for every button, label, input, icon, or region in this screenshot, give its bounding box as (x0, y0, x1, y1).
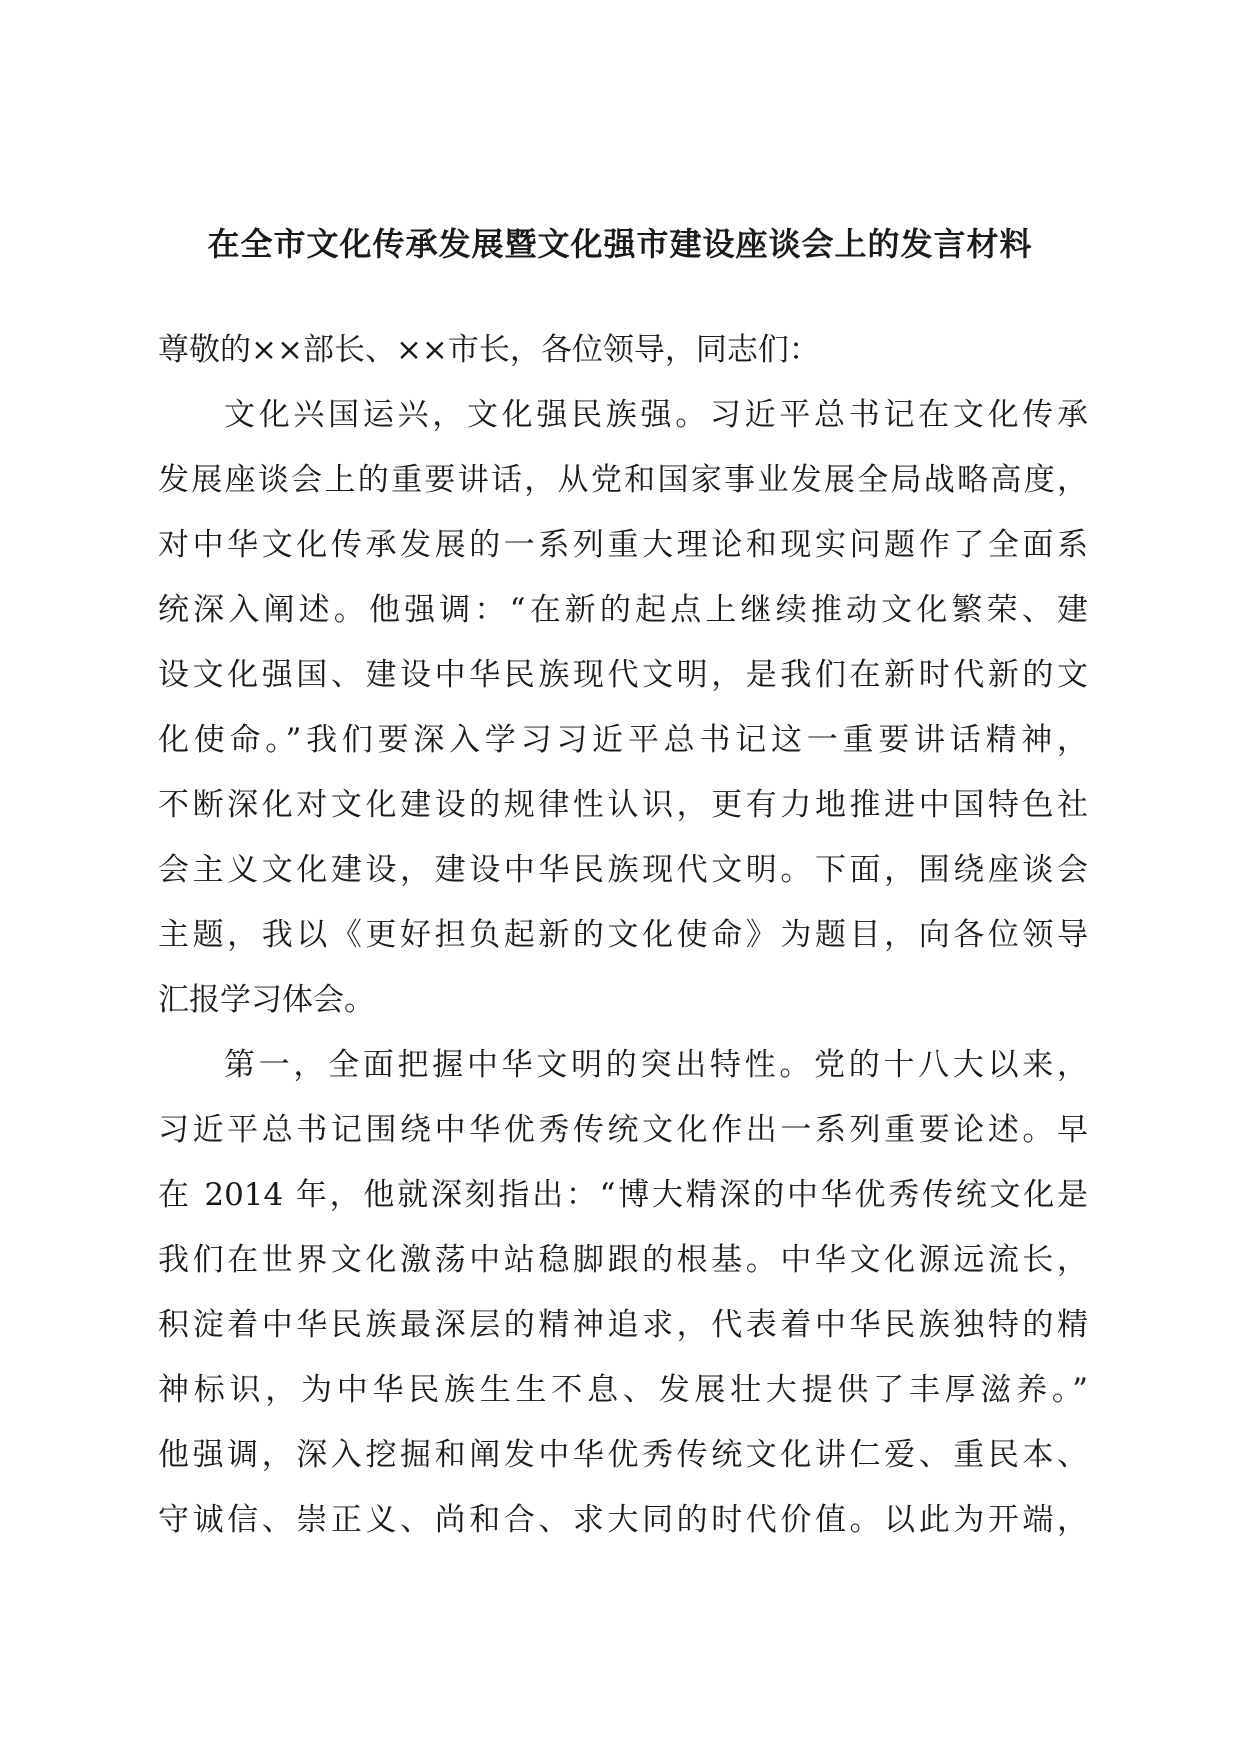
paragraph-2-line: 在 2014 年，他就深刻指出：“博大精深的中华优秀传统文化是 (158, 1177, 1088, 1213)
document-title: 在全市文化传承发展暨文化强市建设座谈会上的发言材料 (207, 225, 1033, 263)
paragraph-2-line: 习近平总书记围绕中华优秀传统文化作出一系列重要论述。早 (158, 1112, 1088, 1148)
paragraph-1-line: 设文化强国、建设中华民族现代文明，是我们在新时代新的文 (158, 657, 1088, 693)
paragraph-1-line: 化使命。”我们要深入学习习近平总书记这一重要讲话精神， (158, 722, 1088, 758)
paragraph-2-line: 神标识，为中华民族生生不息、发展壮大提供了丰厚滋养。” (158, 1372, 1088, 1408)
paragraph-2-line: 积淀着中华民族最深层的精神追求，代表着中华民族独特的精 (158, 1307, 1088, 1343)
paragraph-2-line: 守诚信、崇正义、尚和合、求大同的时代价值。以此为开端， (158, 1502, 1088, 1538)
paragraph-1-line: 会主义文化建设，建设中华民族现代文明。下面，围绕座谈会 (158, 852, 1088, 888)
paragraph-1-line: 不断深化对文化建设的规律性认识，更有力地推进中国特色社 (158, 787, 1088, 823)
salutation-line: 尊敬的××部长、××市长，各位领导，同志们： (158, 332, 820, 368)
paragraph-1-line: 文化兴国运兴，文化强民族强。习近平总书记在文化传承 (224, 397, 1088, 433)
paragraph-1-line: 汇报学习体会。 (158, 982, 375, 1018)
paragraph-2-line: 我们在世界文化激荡中站稳脚跟的根基。中华文化源远流长， (158, 1242, 1088, 1278)
paragraph-2-line: 第一，全面把握中华文明的突出特性。党的十八大以来， (224, 1047, 1088, 1083)
paragraph-1-line: 统深入阐述。他强调：“在新的起点上继续推动文化繁荣、建 (158, 592, 1088, 628)
paragraph-1-line: 主题，我以《更好担负起新的文化使命》为题目，向各位领导 (158, 917, 1088, 953)
paragraph-1-line: 发展座谈会上的重要讲话，从党和国家事业发展全局战略高度， (158, 462, 1088, 498)
document-body (158, 318, 1088, 1553)
paragraph-2-line: 他强调，深入挖掘和阐发中华优秀传统文化讲仁爱、重民本、 (158, 1437, 1088, 1473)
paragraph-1-line: 对中华文化传承发展的一系列重大理论和现实问题作了全面系 (158, 527, 1088, 563)
